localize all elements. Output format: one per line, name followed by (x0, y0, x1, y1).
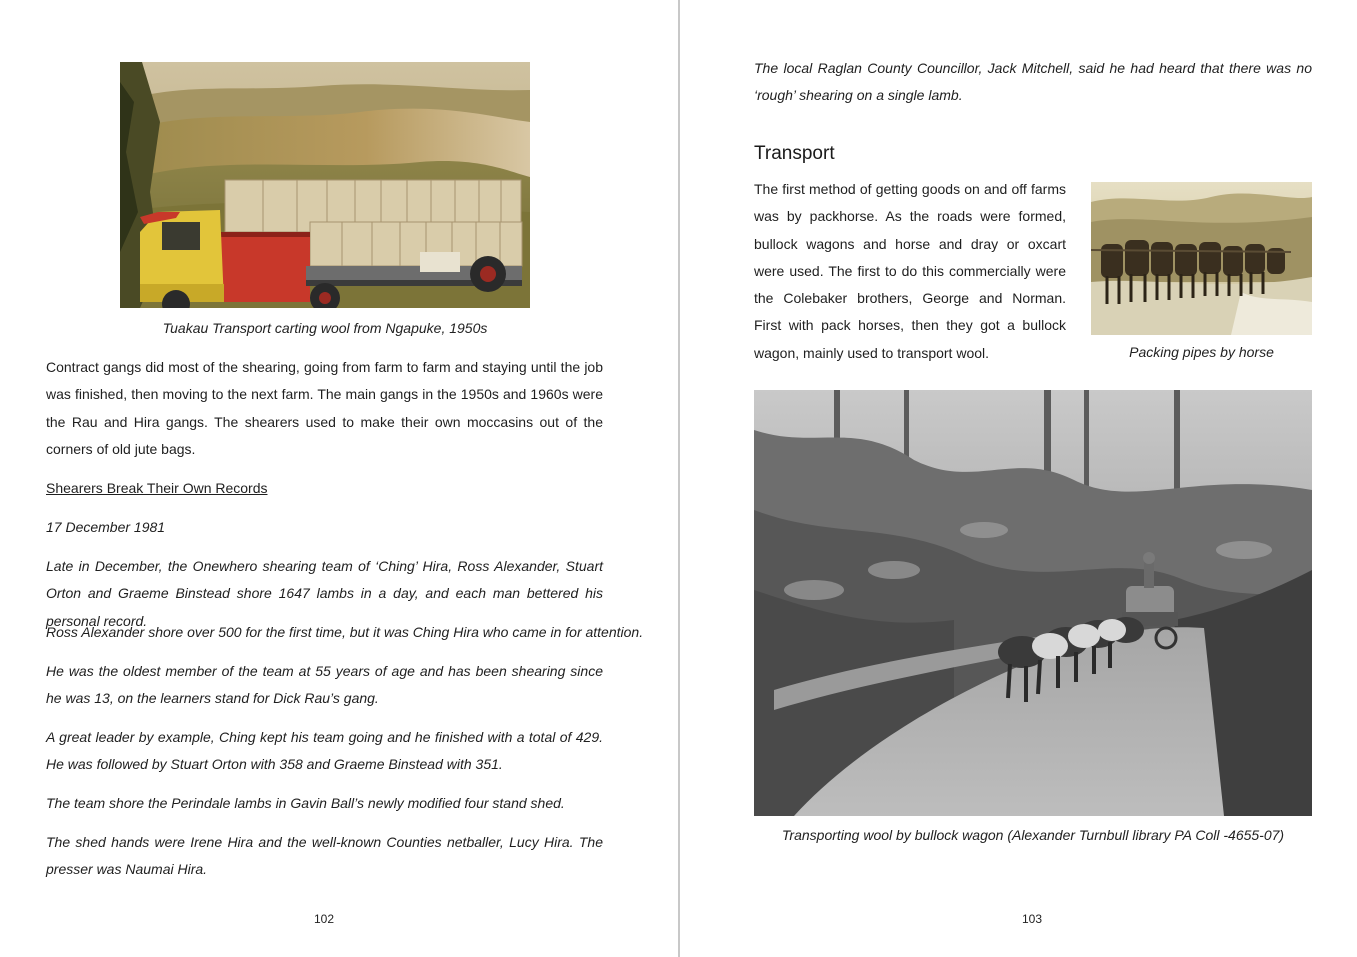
page-number-right: 103 (1021, 912, 1043, 926)
opening-paragraph: The local Raglan County Councillor, Jack Mitchell, said he had heard that there was no ‘rough’ shearing on a single lamb. (754, 60, 1312, 104)
article-date: 17 December 1981 (46, 519, 166, 535)
left-page (0, 0, 678, 957)
packhorse-photo (1091, 182, 1312, 335)
packhorse-caption: Packing pipes by horse (1129, 344, 1274, 360)
right-page (680, 0, 1357, 957)
transport-paragraph: The first method of getting goods on and off farms was by packhorse. As the roads were formed, bullock wagons and horse and dray or oxcart were used. The first to do this commercially were the Colebaker brothers, George and Norman. First with pack horses, then they got a bullock wagon, mainly used to transport wool. (754, 181, 1066, 361)
article-paragraph: The team shore the Perindale lambs in Gavin Ball’s newly modified four stand shed. (46, 795, 565, 811)
wool-truck-caption: Tuakau Transport carting wool from Ngapuke, 1950s (162, 320, 488, 336)
page-number-left: 102 (313, 912, 335, 926)
article-paragraph: Late in December, the Onewhero shearing team of ‘Ching’ Hira, Ross Alexander, Stuart Orton and Graeme Binstead shore 1647 lambs in a day, and each man bettered his personal record. (46, 558, 603, 629)
bullock-wagon-photo (754, 390, 1312, 816)
section-heading: Transport (754, 143, 835, 164)
article-paragraph: He was the oldest member of the team at 55 years of age and has been shearing since he was 13, on the learners stand for Dick Rau’s gang. (46, 663, 603, 707)
article-paragraph: A great leader by example, Ching kept his team going and he finished with a total of 429. He was followed by Stuart Orton with 358 and Graeme Binstead with 351. (46, 729, 603, 773)
article-paragraph: The shed hands were Irene Hira and the well-known Counties netballer, Lucy Hira. The presser was Naumai Hira. (46, 834, 603, 878)
wool-truck-photo (120, 62, 530, 308)
article-paragraph: Ross Alexander shore over 500 for the first time, but it was Ching Hira who came in for attention. (46, 624, 644, 640)
intro-paragraph: Contract gangs did most of the shearing, going from farm to farm and staying until the job was finished, then moving to the next farm. The main gangs in the 1950s and 1960s were the Rau and Hira gangs. The shearers used to make their own moccasins out of the corners of old jute bags. (46, 359, 603, 457)
article-heading: Shearers Break Their Own Records (46, 480, 268, 496)
bullock-wagon-caption: Transporting wool by bullock wagon (Alexander Turnbull library PA Coll -4655-07) (781, 827, 1285, 843)
